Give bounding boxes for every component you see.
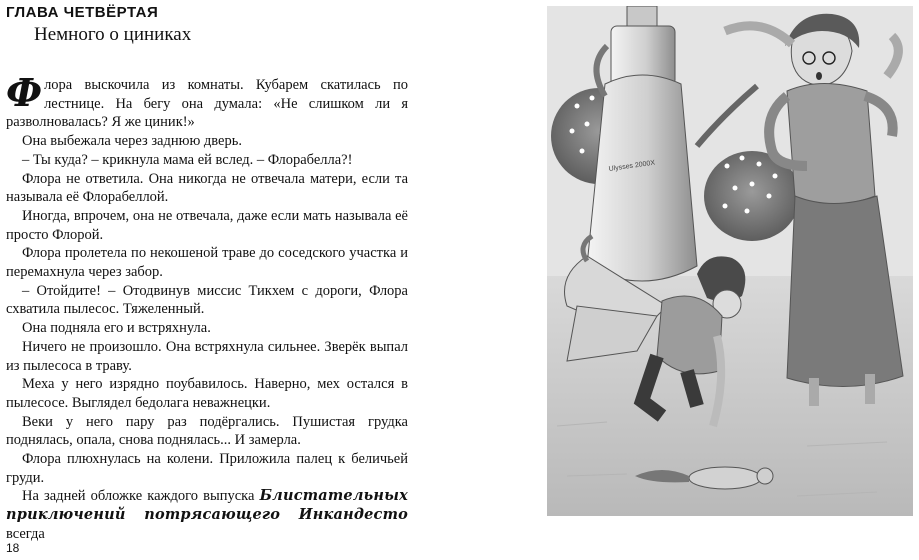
vacuum-label: Ulysses 2000X (608, 159, 656, 173)
page-number: 18 (6, 541, 20, 555)
paragraph-text: всегда (6, 525, 45, 542)
paragraph: – Ты куда? – крикнула мама ей вслед. – Флорабелла?! (22, 151, 353, 168)
paragraph (6, 487, 408, 543)
comic-title: Блистательных приключений потрясающего Инкандесто (6, 487, 408, 524)
paragraph: Она выбежала через заднюю дверь. (22, 133, 242, 150)
paragraph: – Отойдите! – Отодвинув миссис Тикхем с дороги, Флора схватила пылесос. Тяжеленный. (6, 282, 408, 318)
paragraph: Меха у него изрядно поубавилось. Наверно, мех остался в пылесосе. Выглядел бедолага неважнецки. (6, 376, 408, 411)
chapter-title: Немного о циниках (34, 24, 192, 45)
paragraph: Флора пролетела по некошеной траве до соседского участка и перемахнула через забор. (6, 245, 408, 281)
paragraph: Флора не ответила. Она никогда не отвечала матери, если та называла её Флорабеллой. (6, 170, 408, 206)
paragraph: Она подняла его и встряхнула. (22, 320, 211, 337)
paragraph-text: На задней обложке каждого выпуска (22, 488, 255, 505)
left-page (0, 0, 420, 560)
body-text (6, 70, 408, 544)
illustration-drawing (547, 6, 913, 516)
paragraph: Ничего не произошло. Она встряхнула сильнее. Зверёк выпал из пылесоса в траву. (6, 338, 408, 374)
drop-cap: Ф (6, 70, 43, 115)
paragraph-text: лора выскочила из комнаты. Кубарем скатилась по лестнице. На бегу она думала: «Не слишком ли я разволновалась? Я же циник!» (6, 77, 408, 131)
chapter-label: ГЛАВА ЧЕТВЁРТАЯ (6, 4, 159, 21)
paragraph: Иногда, впрочем, она не отвечала, даже если мать называла её просто Флорой. (6, 207, 408, 243)
paragraph: Веки у него пару раз подёргались. Пушистая грудка поднялась, опала, снова поднялась... И замерла. (6, 413, 408, 449)
paragraph: Флора плюхнулась на колени. Приложила палец к беличьей груди. (6, 451, 408, 486)
paragraph (6, 70, 408, 132)
illustration (547, 6, 913, 516)
